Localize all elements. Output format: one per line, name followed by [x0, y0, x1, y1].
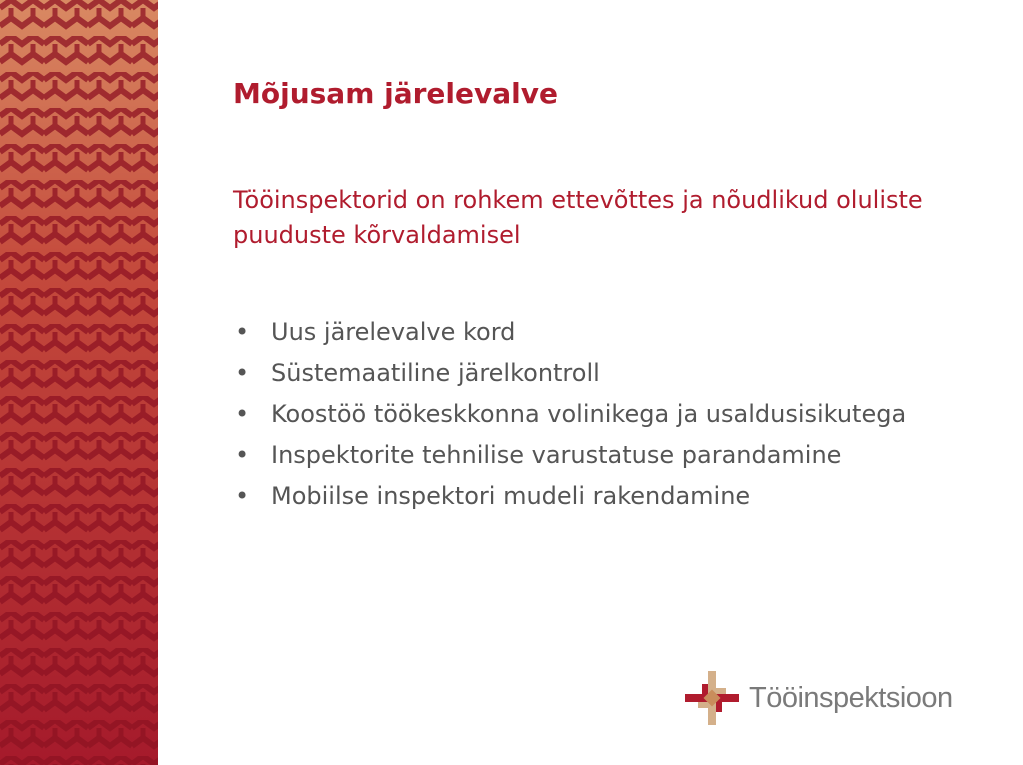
bullet-icon: •	[235, 318, 250, 346]
list-item-text: Koostöö töökeskkonna volinikega ja usaldusisikutega	[271, 400, 907, 428]
bullet-icon: •	[235, 441, 250, 469]
star-logo-icon	[683, 669, 741, 727]
bullet-icon: •	[235, 400, 250, 428]
list-item	[233, 315, 993, 350]
slide-title: Mõjusam järelevalve	[233, 77, 558, 110]
bullet-icon: •	[235, 359, 250, 387]
list-item	[233, 479, 993, 514]
organization-logo	[683, 668, 953, 728]
list-item-text: Mobiilse inspektori mudeli rakendamine	[271, 482, 751, 510]
list-item	[233, 397, 993, 432]
bullet-list	[233, 315, 993, 520]
slide-subtitle: Tööinspektorid on rohkem ettevõttes ja nõudlikud oluliste puuduste kõrvaldamisel	[233, 186, 923, 249]
decorative-pattern-band	[0, 0, 158, 765]
list-item	[233, 356, 993, 391]
logo-text: Tööinspektsioon	[749, 681, 953, 714]
list-item-text: Inspektorite tehnilise varustatuse parandamine	[271, 441, 842, 469]
list-item-text: Uus järelevalve kord	[271, 318, 516, 346]
pattern-band-graphic	[0, 0, 158, 765]
list-item	[233, 438, 993, 473]
list-item-text: Süstemaatiline järelkontroll	[271, 359, 600, 387]
bullet-icon: •	[235, 482, 250, 510]
